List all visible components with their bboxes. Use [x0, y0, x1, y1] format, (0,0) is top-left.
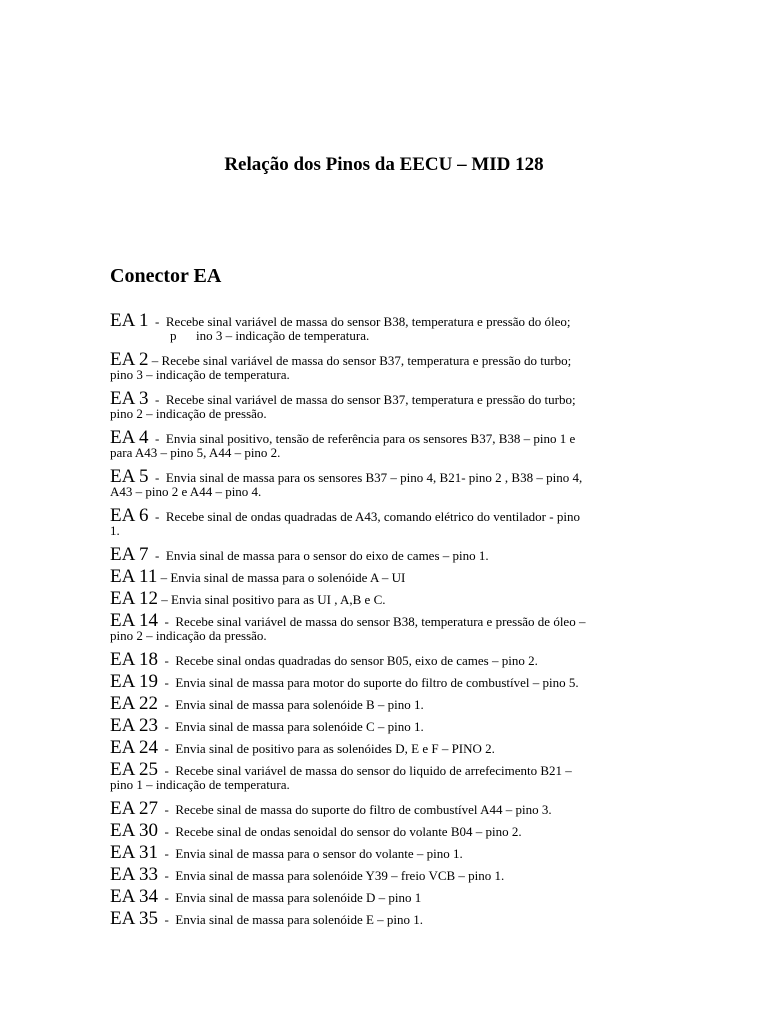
section-heading: Conector EA	[110, 265, 222, 287]
pin-description: Envia sinal de massa para o sensor do eixo de cames – pino 1.	[165, 548, 489, 563]
pin-entry	[110, 566, 680, 588]
pin-description: Envia sinal de massa para motor do suporte do filtro de combustível – pino 5.	[175, 675, 579, 690]
pin-description: Envia sinal de massa para os sensores B37 – pino 4, B21- pino 2 , B38 – pino 4,	[165, 470, 583, 485]
pin-code: EA 22	[110, 693, 159, 714]
pin-entry	[110, 737, 680, 759]
pin-entry	[110, 842, 680, 864]
pin-description: Recebe sinal variável de massa do sensor B38, temperatura e pressão do óleo;	[165, 314, 571, 329]
pin-code: EA 6	[110, 505, 149, 526]
pin-code: EA 1	[110, 310, 149, 331]
pin-description-continued: A43 – pino 2 e A44 – pino 4.	[110, 484, 262, 499]
pin-separator: -	[158, 675, 176, 690]
pin-description: Recebe sinal de ondas senoidal do sensor do volante B04 – pino 2.	[175, 824, 522, 839]
pin-code: EA 24	[110, 737, 159, 758]
pin-code: EA 18	[110, 649, 159, 670]
pin-description-continued: pino 3 – indicação de temperatura.	[110, 367, 290, 382]
pin-entry	[110, 349, 680, 388]
pin-description-continued: pino 1 – indicação de temperatura.	[110, 777, 290, 792]
pin-entry	[110, 588, 680, 610]
pin-entry	[110, 310, 680, 349]
pin-code: EA 12	[110, 588, 159, 609]
pin-entry	[110, 427, 680, 466]
pin-entry	[110, 671, 680, 693]
pin-code: EA 3	[110, 388, 149, 409]
pin-separator: –	[148, 353, 162, 368]
pin-code: EA 4	[110, 427, 149, 448]
pin-separator: -	[158, 824, 176, 839]
pin-entry	[110, 715, 680, 737]
pin-code: EA 35	[110, 908, 159, 929]
pin-separator: -	[158, 697, 176, 712]
pin-description: Envia sinal de massa para solenóide C – pino 1.	[175, 719, 424, 734]
pin-code: EA 2	[110, 349, 149, 370]
pin-description: Envia sinal de positivo para as solenóides D, E e F – PINO 2.	[175, 741, 495, 756]
pin-description: Envia sinal de massa para solenóide B – pino 1.	[175, 697, 424, 712]
pin-description-continued: p ino 3 – indicação de temperatura.	[170, 328, 370, 343]
document-title: Relação dos Pinos da EECU – MID 128	[224, 154, 544, 175]
pin-separator: -	[148, 431, 166, 446]
pin-description-continued: pino 2 – indicação de pressão.	[110, 406, 267, 421]
pin-code: EA 31	[110, 842, 159, 863]
pin-entry	[110, 505, 680, 544]
pin-description: Recebe sinal de massa do suporte do filtro de combustível A44 – pino 3.	[175, 802, 552, 817]
pin-description: Envia sinal de massa para solenóide E – pino 1.	[175, 912, 424, 927]
pin-entry	[110, 886, 680, 908]
pin-code: EA 30	[110, 820, 159, 841]
pin-entry	[110, 544, 680, 566]
pin-separator: -	[158, 912, 176, 927]
pin-description-continued: pino 2 – indicação da pressão.	[110, 628, 267, 643]
pin-entry	[110, 693, 680, 715]
pin-description: Envia sinal positivo para as UI , A,B e C.	[171, 592, 386, 607]
pin-separator: -	[158, 653, 176, 668]
pin-separator: -	[148, 509, 166, 524]
pin-code: EA 14	[110, 610, 159, 631]
pin-description: Envia sinal de massa para o sensor do volante – pino 1.	[175, 846, 463, 861]
pin-description: Recebe sinal variável de massa do sensor B37, temperatura e pressão do turbo;	[161, 353, 572, 368]
pin-entry	[110, 798, 680, 820]
pin-code: EA 19	[110, 671, 159, 692]
pin-description: Recebe sinal variável de massa do sensor B38, temperatura e pressão de óleo –	[175, 614, 586, 629]
pin-separator: -	[158, 614, 176, 629]
pin-separator: -	[158, 846, 176, 861]
pin-code: EA 11	[110, 566, 158, 587]
pin-separator: -	[158, 868, 176, 883]
pin-separator: -	[148, 470, 166, 485]
pin-code: EA 33	[110, 864, 159, 885]
pin-code: EA 27	[110, 798, 159, 819]
pin-description: Envia sinal de massa para solenóide Y39 – freio VCB – pino 1.	[175, 868, 505, 883]
pin-separator: -	[158, 763, 176, 778]
pin-code: EA 5	[110, 466, 149, 487]
pin-description: Envia sinal positivo, tensão de referência para os sensores B37, B38 – pino 1 e	[165, 431, 576, 446]
pin-separator: -	[158, 890, 176, 905]
pin-code: EA 25	[110, 759, 159, 780]
pin-entry	[110, 820, 680, 842]
pin-description: Recebe sinal variável de massa do sensor do liquido de arrefecimento B21 –	[175, 763, 572, 778]
pin-entry	[110, 649, 680, 671]
pin-separator: -	[158, 719, 176, 734]
pin-description: Recebe sinal variável de massa do sensor B37, temperatura e pressão do turbo;	[165, 392, 576, 407]
pin-separator: -	[148, 392, 166, 407]
pin-code: EA 23	[110, 715, 159, 736]
pin-entry	[110, 864, 680, 886]
pin-separator: -	[148, 314, 166, 329]
pin-description: Recebe sinal de ondas quadradas de A43, comando elétrico do ventilador - pino	[165, 509, 580, 524]
pin-entry	[110, 388, 680, 427]
pin-description-continued: 1.	[110, 523, 120, 538]
pin-separator: –	[158, 592, 172, 607]
pin-separator: -	[158, 802, 176, 817]
pin-code: EA 7	[110, 544, 149, 565]
pin-separator: -	[158, 741, 176, 756]
pin-description: Envia sinal de massa para solenóide D – pino 1	[175, 890, 422, 905]
pin-description: Recebe sinal ondas quadradas do sensor B05, eixo de cames – pino 2.	[175, 653, 538, 668]
pin-description-continued: para A43 – pino 5, A44 – pino 2.	[110, 445, 281, 460]
pin-code: EA 34	[110, 886, 159, 907]
pin-entry	[110, 759, 680, 798]
pin-list	[110, 310, 680, 930]
pin-separator: –	[157, 570, 171, 585]
pin-entry	[110, 610, 680, 649]
pin-separator: -	[148, 548, 166, 563]
pin-entry	[110, 908, 680, 930]
pin-description: Envia sinal de massa para o solenóide A – UI	[170, 570, 406, 585]
pin-entry	[110, 466, 680, 505]
